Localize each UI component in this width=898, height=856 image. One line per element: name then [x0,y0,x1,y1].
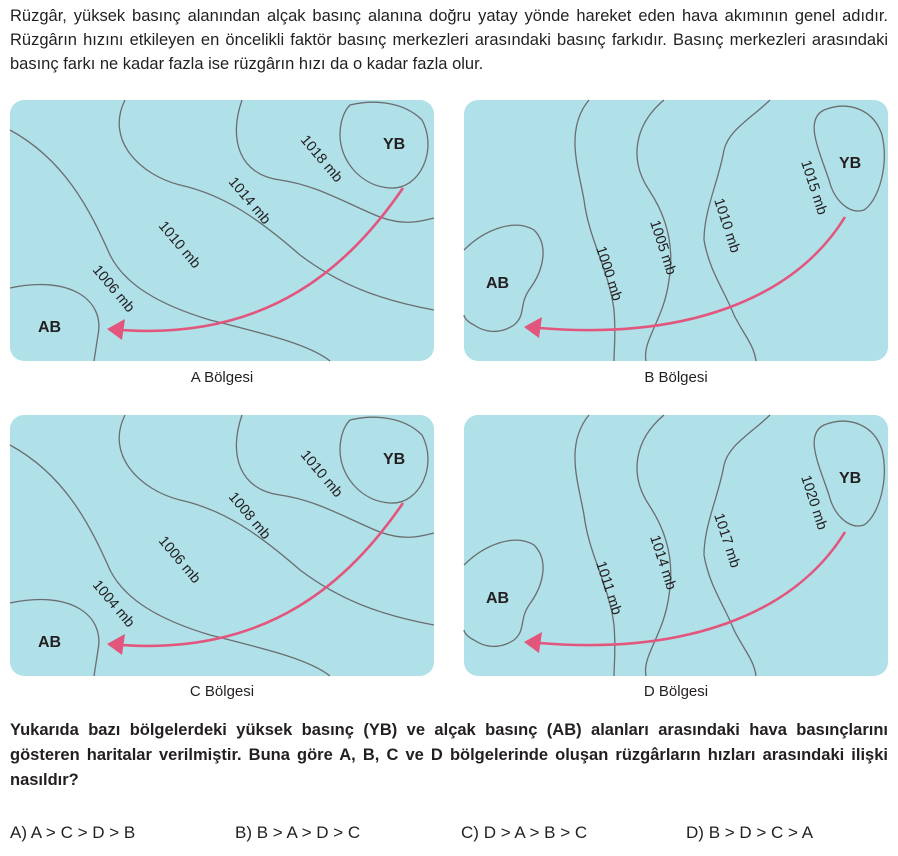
option-text: D > A > B > C [483,823,588,842]
option-letter: A) [10,823,27,842]
option-a[interactable] [10,823,135,843]
option-c[interactable] [461,823,587,843]
option-text: B > D > C > A [708,823,814,842]
low-pressure-label: AB [38,319,62,336]
high-pressure-label: YB [383,136,406,153]
map-a [10,100,434,361]
option-letter: B) [235,823,252,842]
map-d [464,415,888,676]
map-a-svg [10,100,434,361]
map-b-caption: B Bölgesi [644,369,708,386]
option-letter: C) [461,823,479,842]
option-b[interactable] [235,823,360,843]
isobar-label: 1000 mb [592,244,625,303]
map-b [464,100,888,361]
isobar-label: 1015 mb [797,158,830,217]
isobar-label: 1006 mb [154,533,204,587]
high-pressure-label: YB [383,451,406,468]
isobar-label: 1017 mb [710,511,743,570]
map-a-caption: A Bölgesi [190,369,254,386]
map-d-caption: D Bölgesi [643,683,709,700]
low-pressure-label: AB [486,590,510,607]
question-text: Yukarıda bazı bölgelerdeki yüksek basınç (YB) ve alçak basınç (AB) alanları arasındaki hava basınçlarını gösteren haritalar verilmiştir. Buna göre A, B, C ve D bölgelerinde oluşan rüzgârların hızları arasındaki ilişki nasıldır? [10,721,888,789]
map-c [10,415,434,676]
map-c-svg [10,415,434,676]
isobar-label: 1010 mb [296,447,346,501]
isobar-label: 1004 mb [88,577,138,631]
isobar-label: 1010 mb [710,196,743,255]
low-pressure-label: AB [38,634,62,651]
option-text: A > C > D > B [30,823,136,842]
map-b-svg [464,100,888,361]
option-d[interactable] [686,823,813,843]
map-c-caption: C Bölgesi [189,683,255,700]
isobar-label: 1018 mb [296,132,346,186]
isobar-label: 1014 mb [224,174,274,228]
intro-paragraph: Rüzgâr, yüksek basınç alanından alçak basınç alanına doğru yatay yönde hareket eden hava akımının genel adıdır. Rüzgârın hızını etkileyen en öncelikli faktör basınç merkezleri arasındaki basınç farkıdır. Basınç merkezleri arasındaki basınç farkı ne kadar fazla ise rüzgârın hızı da o kadar fazla olur. [10,7,888,73]
option-letter: D) [686,823,704,842]
map-d-svg [464,415,888,676]
isobar-label: 1011 mb [592,559,625,617]
low-pressure-label: AB [486,275,510,292]
high-pressure-label: YB [839,470,862,487]
isobar-label: 1006 mb [88,262,138,316]
isobar-label: 1005 mb [646,218,679,277]
isobar-label: 1014 mb [646,533,679,592]
isobar-label: 1010 mb [154,218,204,272]
isobar-label: 1020 mb [797,473,830,532]
isobar-label: 1008 mb [224,489,274,543]
high-pressure-label: YB [839,155,862,172]
option-text: B > A > D > C [256,823,361,842]
